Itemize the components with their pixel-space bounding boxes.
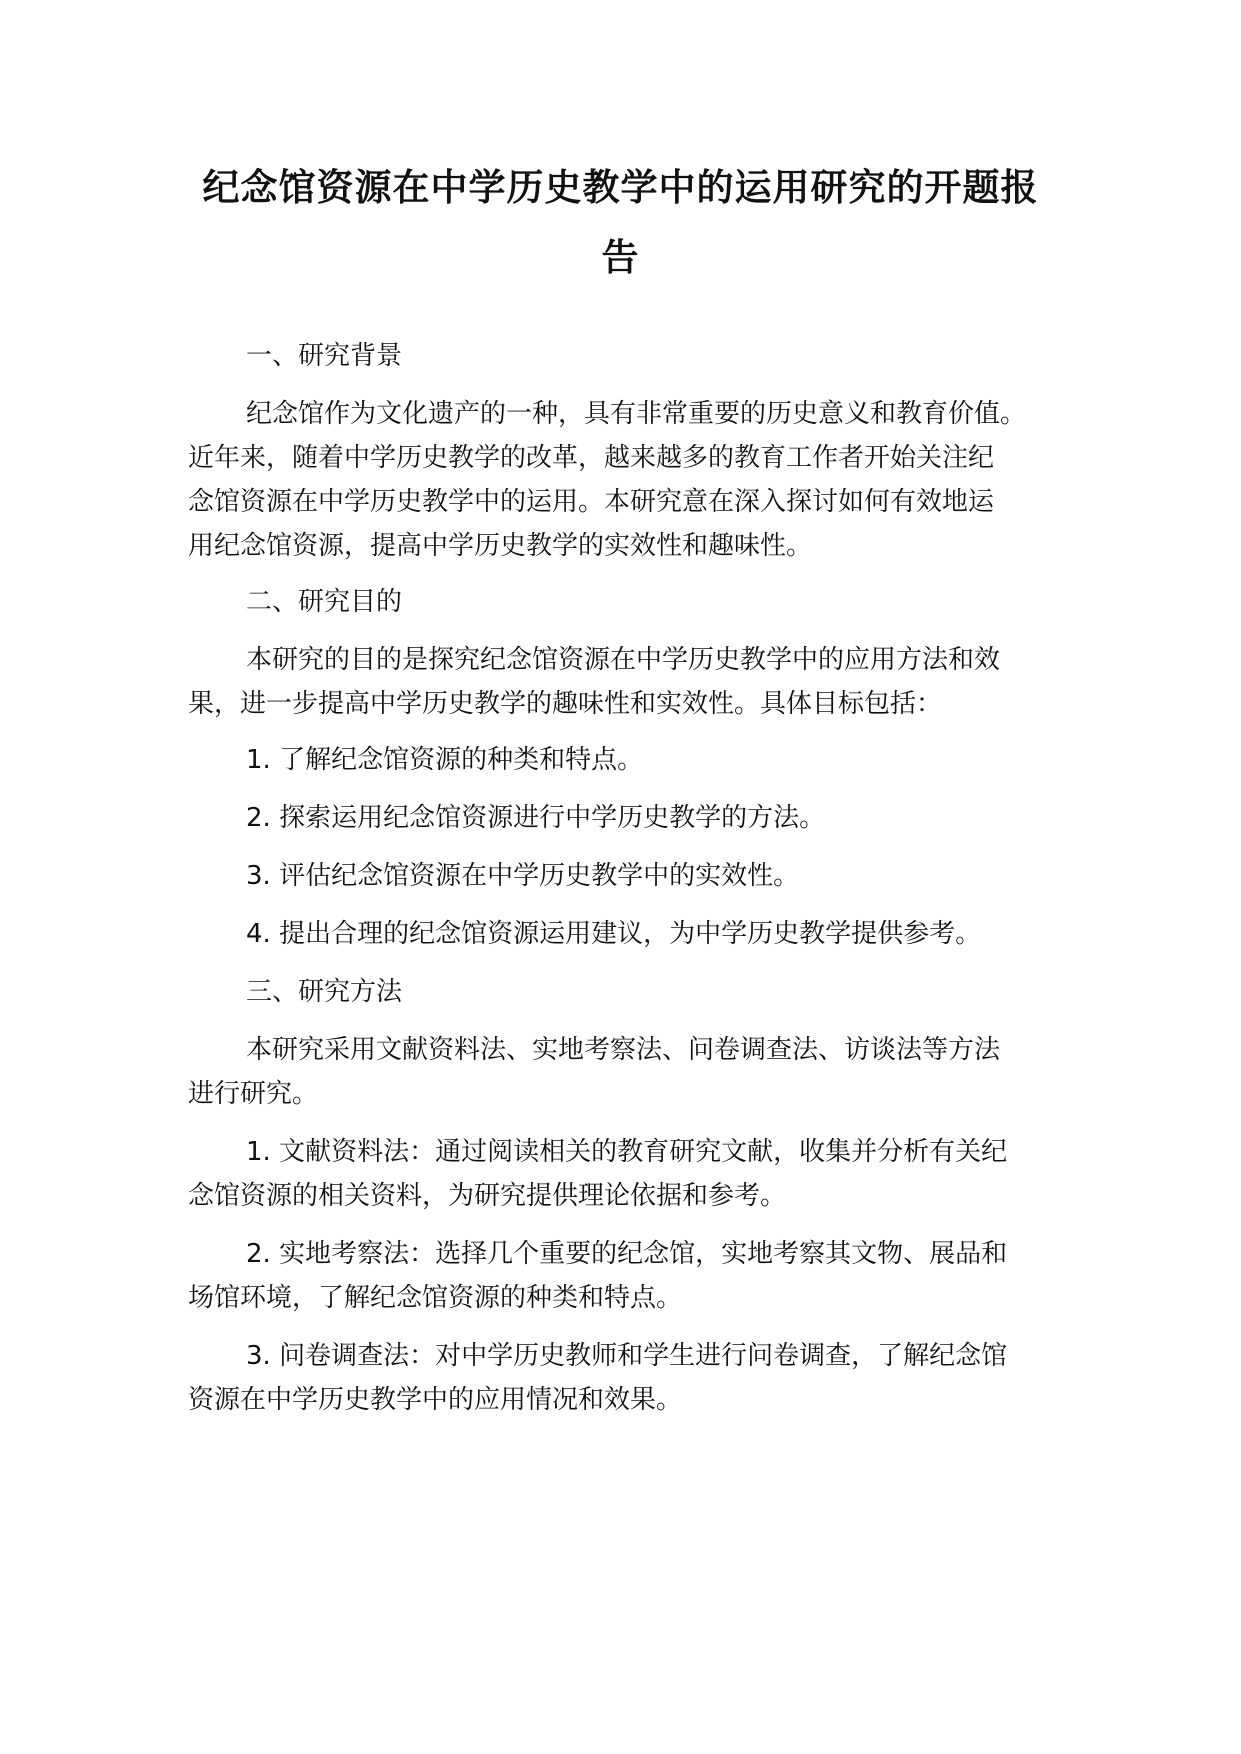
list-item: 3. 评估纪念馆资源在中学历史教学中的实效性。	[246, 861, 800, 891]
section-heading-methods: 三、研究方法	[246, 977, 403, 1007]
list-item: 4. 提出合理的纪念馆资源运用建议，为中学历史教学提供参考。	[246, 919, 982, 949]
method-item-questionnaire: 3. 问卷调查法：对中学历史教师和学生进行问卷调查，了解纪念馆	[246, 1341, 1008, 1371]
paragraph-line: 资源在中学历史教学中的应用情况和效果。	[188, 1385, 683, 1415]
method-item-field-study: 2. 实地考察法：选择几个重要的纪念馆，实地考察其文物、展品和	[246, 1239, 1008, 1269]
paragraph-line: 本研究的目的是探究纪念馆资源在中学历史教学中的应用方法和效	[246, 645, 1001, 675]
paragraph-line: 纪念馆作为文化遗产的一种，具有非常重要的历史意义和教育价值。	[246, 399, 1027, 429]
paragraph-line: 本研究采用文献资料法、实地考察法、问卷调查法、访谈法等方法	[246, 1035, 1001, 1065]
list-item: 2. 探索运用纪念馆资源进行中学历史教学的方法。	[246, 803, 826, 833]
section-heading-purpose: 二、研究目的	[246, 587, 403, 617]
method-item-literature: 1. 文献资料法：通过阅读相关的教育研究文献，收集并分析有关纪	[246, 1137, 1008, 1167]
paragraph-line: 念馆资源的相关资料，为研究提供理论依据和参考。	[188, 1181, 787, 1211]
paragraph-line: 场馆环境，了解纪念馆资源的种类和特点。	[188, 1283, 683, 1313]
section-heading-background: 一、研究背景	[246, 341, 403, 371]
paragraph-line: 念馆资源在中学历史教学中的运用。本研究意在深入探讨如何有效地运	[188, 487, 995, 517]
document-title-line-2: 告	[601, 236, 640, 279]
paragraph-line: 进行研究。	[188, 1079, 319, 1109]
list-item: 1. 了解纪念馆资源的种类和特点。	[246, 745, 644, 775]
paragraph-line: 近年来，随着中学历史教学的改革，越来越多的教育工作者开始关注纪	[188, 443, 995, 473]
paragraph-line: 果，进一步提高中学历史教学的趣味性和实效性。具体目标包括：	[188, 689, 943, 719]
document-title-line-1: 纪念馆资源在中学历史教学中的运用研究的开题报	[202, 166, 1039, 209]
paragraph-line: 用纪念馆资源，提高中学历史教学的实效性和趣味性。	[188, 531, 813, 561]
